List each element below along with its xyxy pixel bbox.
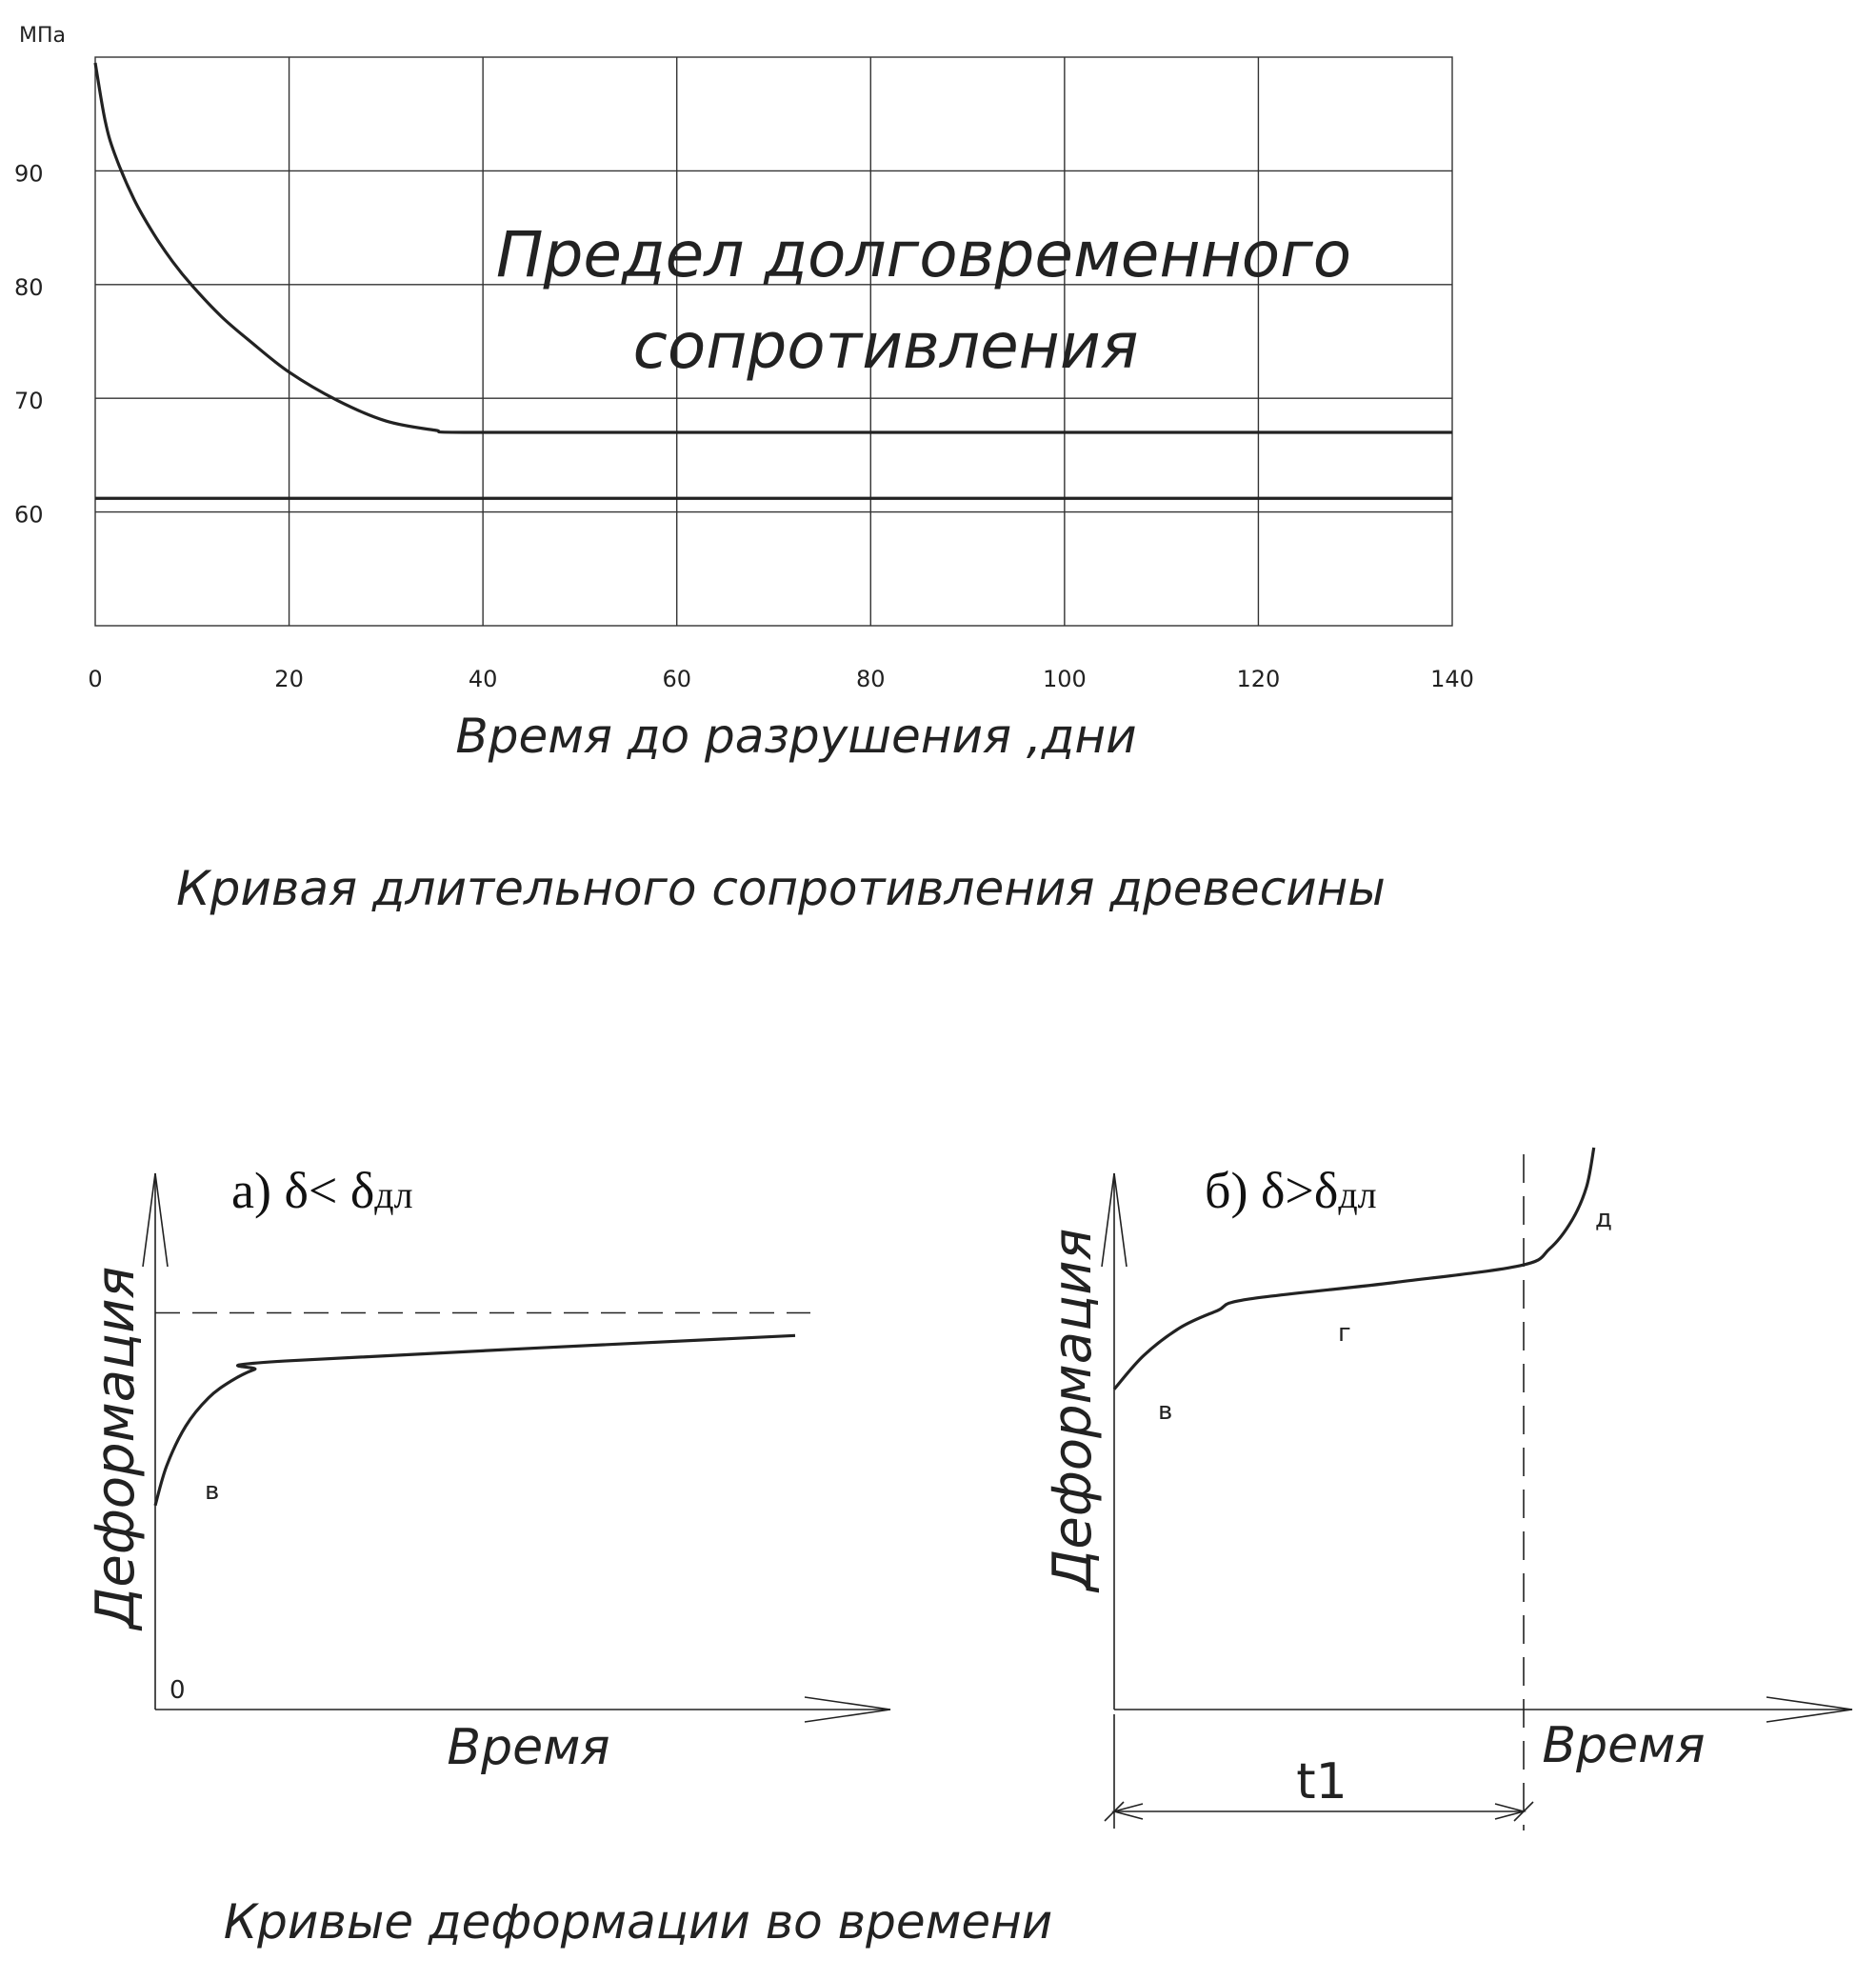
y-axis-label: Деформация [85,1266,147,1630]
chart-caption: Кривая длительного сопротивления древесины [176,861,1386,916]
x-tick-labels [88,666,1474,692]
x-axis-label: Время до разрушения ,дни [455,709,1137,764]
figure-caption: Кривые деформации во времени [223,1894,1053,1950]
annotation-line-1: Предел долговременного [495,218,1352,291]
interval-dimension [1105,1714,1533,1829]
point-label-g: г [1338,1319,1351,1348]
x-tick-label: 40 [468,666,498,692]
series-group [1114,1148,1594,1830]
x-axis-label: Время [1542,1717,1706,1774]
point-label-v: в [1158,1397,1173,1426]
x-tick-label: 80 [856,666,886,692]
interval-label: t1 [1296,1753,1347,1810]
point-label-v: в [205,1477,220,1506]
origin-label: 0 [170,1676,186,1705]
y-tick-label: 60 [14,501,44,529]
annotation-line-2: сопротивления [632,310,1139,383]
y-tick-label: 90 [14,160,44,188]
deformation-chart-b [1042,1148,1852,1830]
x-axis-label: Время [447,1719,610,1776]
x-tick-label: 100 [1042,666,1087,692]
strength-chart [14,24,1474,916]
x-tick-label: 140 [1430,666,1474,692]
panel-label-b: б) δ>δдл [1205,1162,1377,1219]
x-tick-label: 0 [88,666,103,692]
y-tick-label: 80 [14,273,44,301]
x-tick-label: 60 [662,666,691,692]
y-tick-label: 70 [14,388,44,415]
x-tick-label: 20 [274,666,304,692]
x-tick-label: 120 [1236,666,1281,692]
series-group [155,1313,810,1506]
y-tick-labels [14,160,44,528]
y-axis-label: Деформация [1042,1228,1104,1591]
point-label-d: д [1595,1205,1612,1233]
panel-label-a: а) δ< δдл [231,1162,413,1219]
unit-label: МПа [19,24,67,48]
creep-curve [155,1335,795,1506]
deformation-chart-a [85,1162,890,1776]
